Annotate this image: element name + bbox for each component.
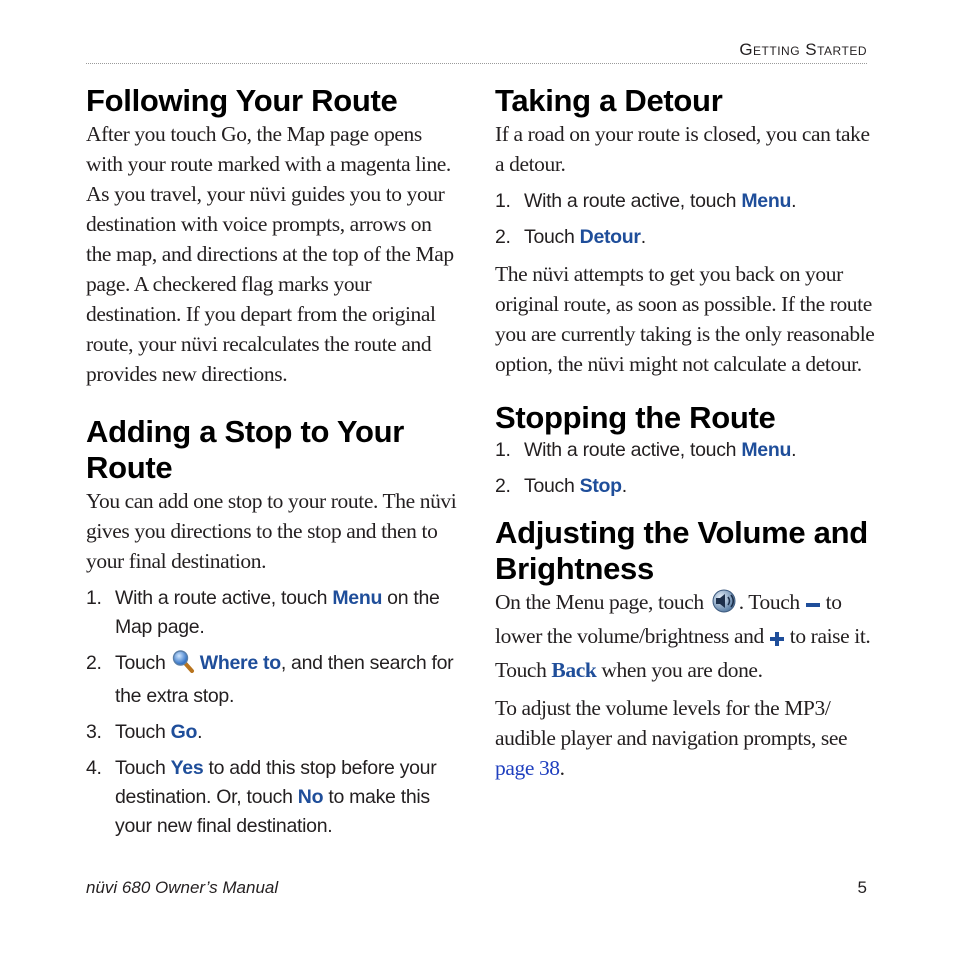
volume-speaker-icon xyxy=(709,589,739,621)
right-column xyxy=(495,80,875,783)
running-header: Getting Started xyxy=(86,40,867,64)
footer-page-number: 5 xyxy=(857,878,867,897)
left-column xyxy=(86,80,461,848)
list-item: 1. With a route active, touch Menu. xyxy=(495,439,797,461)
stop-keyword: Stop xyxy=(579,475,622,497)
list-item: 4. Touch Yes to add this stop before your destination. Or, touch No to make this your new final destination. xyxy=(86,757,437,837)
list-item: 1. With a route active, touch Menu. xyxy=(495,190,797,212)
following-route-heading: Following Your Route xyxy=(86,83,398,118)
back-keyword: Back xyxy=(551,658,597,682)
adding-stop-body: You can add one stop to your route. The nüvi gives you directions to the stop and then to your final destination. xyxy=(86,489,457,573)
adding-stop-steps xyxy=(86,584,461,841)
list-item: 2. Touch Detour. xyxy=(495,226,646,248)
taking-detour-body: If a road on your route is closed, you can take a detour. xyxy=(495,122,870,176)
detour-steps xyxy=(495,187,875,252)
menu-keyword: Menu xyxy=(741,190,792,212)
stopping-steps xyxy=(495,436,875,501)
yes-keyword: Yes xyxy=(170,757,204,779)
adjusting-volume-heading: Adjusting the Volume and Brightness xyxy=(495,515,868,586)
no-keyword: No xyxy=(297,786,324,808)
following-route-body: After you touch Go, the Map page opens with your route marked with a magenta line. As you travel, your nüvi guides you to your destination with voice prompts, arrows on the map, and directions at the top of the Map page. A checkered flag marks your destination. If you depart from the original route, your nüvi recalculates the route and provides new directions. xyxy=(86,122,454,386)
minus-icon xyxy=(805,591,821,621)
detour-keyword: Detour xyxy=(579,226,641,248)
list-item: 2. Touch Stop. xyxy=(495,475,627,497)
menu-keyword: Menu xyxy=(332,587,383,609)
volume-instructions: On the Menu page, touch . Touch to lower the volume/brightness and to raise it. Touch Back when you are done. xyxy=(495,590,871,682)
taking-detour-heading: Taking a Detour xyxy=(495,83,723,118)
list-item: 1. With a route active, touch Menu on the Map page. xyxy=(86,587,440,638)
adding-stop-heading: Adding a Stop to Your Route xyxy=(86,414,405,485)
page-38-link[interactable]: page 38 xyxy=(495,756,560,780)
footer-manual-title: nüvi 680 Owner’s Manual xyxy=(86,878,279,897)
detour-explanation: The nüvi attempts to get you back on your original route, as soon as possible. If the route you are currently taking is the only reasonable option, the nüvi might not calculate a detour. xyxy=(495,262,875,376)
list-item: 2. Touch Where to, and then search for the extra stop. xyxy=(86,649,461,711)
go-keyword: Go xyxy=(170,721,198,743)
list-item: 3. Touch Go. xyxy=(86,721,203,743)
stopping-route-heading: Stopping the Route xyxy=(495,400,776,435)
volume-levels-note: To adjust the volume levels for the MP3/ audible player and navigation prompts, see page 38. xyxy=(495,696,848,780)
menu-keyword: Menu xyxy=(741,439,792,461)
where-to-keyword: Where to xyxy=(199,652,281,674)
search-magnifier-icon xyxy=(171,649,195,682)
plus-icon xyxy=(769,625,785,655)
